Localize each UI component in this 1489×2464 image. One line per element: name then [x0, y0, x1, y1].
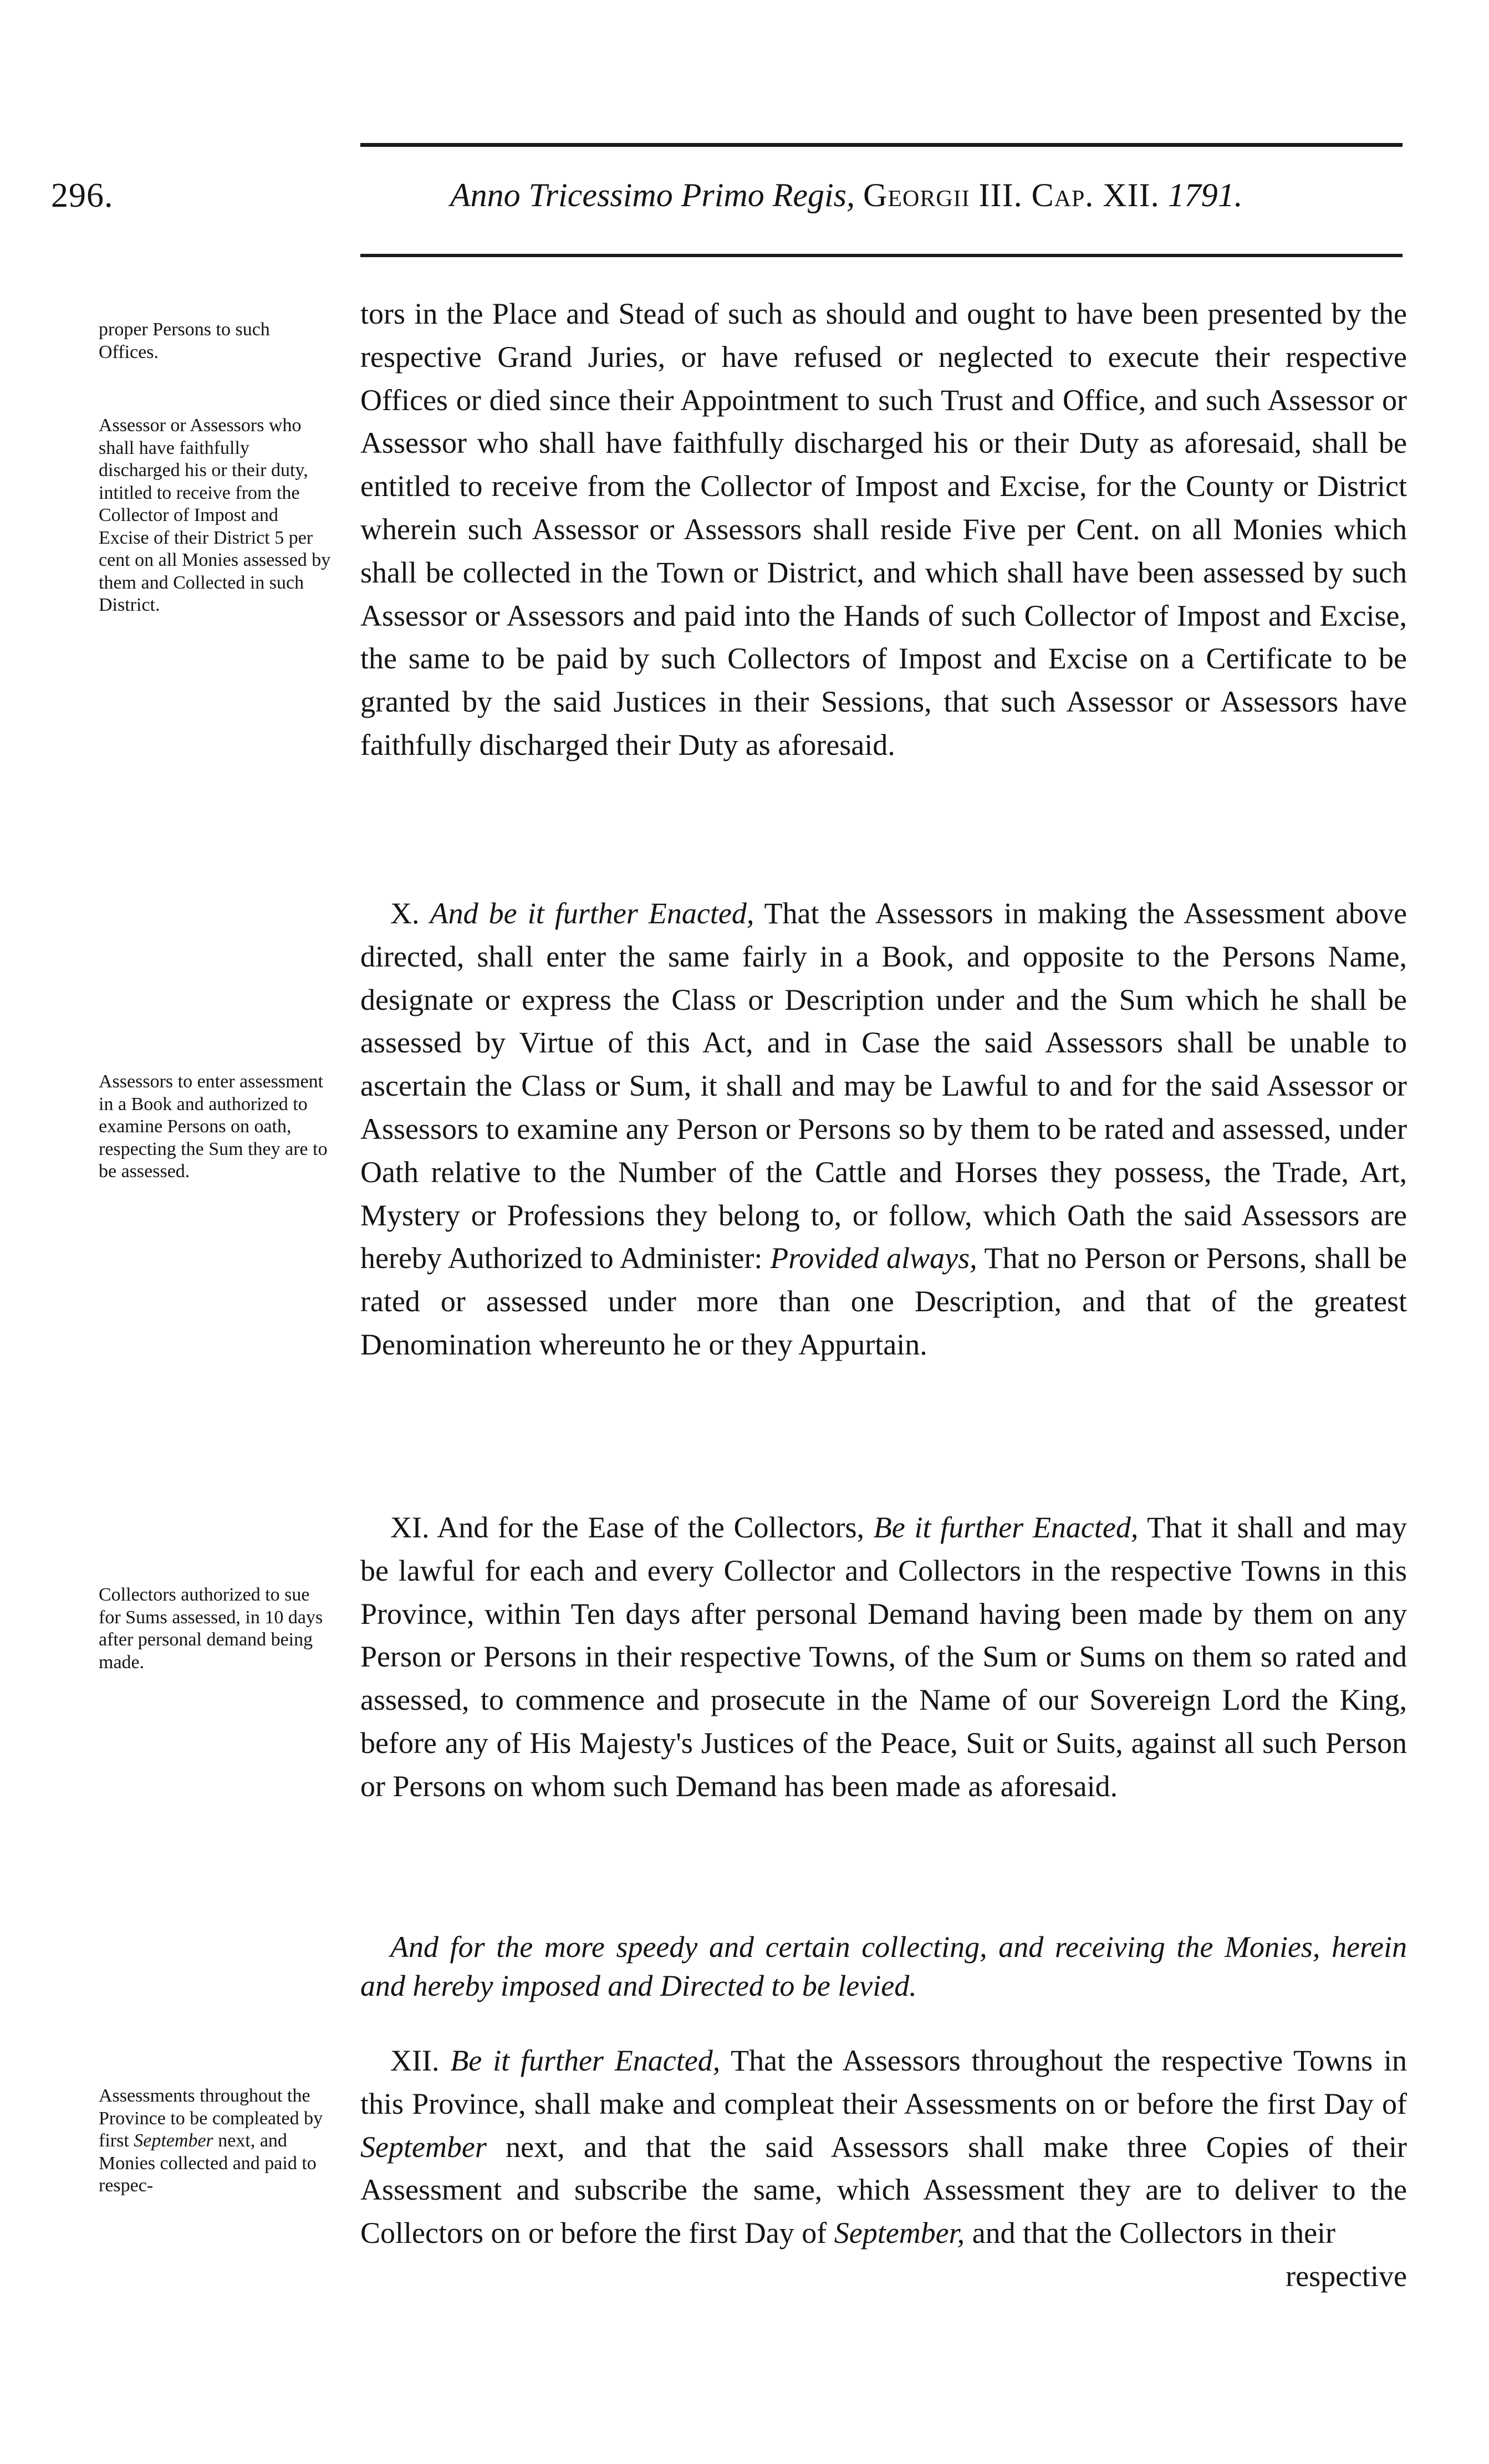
- running-title: [450, 176, 1243, 214]
- marginal-note: Assessor or Assessors who shall have faithfully discharged his or their duty, intitled to receive from the Collector of Impost and Excise of their District 5 per cent on all Monies assessed by them and Collected in such District.: [99, 415, 331, 615]
- running-title-king: Georgii III. Cap. XII.: [863, 177, 1160, 213]
- section-heading-italic: [360, 1928, 1407, 2005]
- section-x-text: [360, 892, 1407, 1367]
- running-title-italic: Anno Tricessimo Primo Regis,: [450, 177, 855, 213]
- section-number: X.: [390, 897, 420, 930]
- section-x: [360, 892, 1407, 1367]
- running-header: [0, 176, 1489, 226]
- section-body-continued: That no Person or Persons, shall be rated or assessed under more than one Description, and that of the greatest Denomination whereunto he or they Appurtain.: [360, 1241, 1408, 1361]
- marginal-note: Assessors to enter assessment in a Book and authorized to examine Persons on oath, respecting the Sum they are to be assessed.: [99, 1071, 328, 1182]
- section-body-middle: next, and that the said Assessors shall make three Copies of their Assessment and subscribe the same, which Assessment they are to deliver to the Collectors on or before the first Day of: [360, 2130, 1408, 2250]
- section-xii: [360, 2039, 1407, 2298]
- enacting-clause: Be it further Enacted,: [450, 2044, 721, 2077]
- marginal-note: Assessments throughout the Province to be compleated by first September next, and Monies collected and paid to respec-: [99, 2085, 323, 2196]
- paragraph-continuation: [360, 293, 1407, 767]
- proviso-clause: Provided always,: [770, 1241, 977, 1275]
- month-name: September,: [834, 2216, 965, 2250]
- section-number: XII.: [390, 2044, 440, 2077]
- paragraph-text: tors in the Place and Stead of such as should and ought to have been presented by the respective Grand Juries, or have refused or neglected to execute their respective Offices or died since their Appointment to such Trust and Office, and such Assessor or Assessor who shall have faithfully discharged his or their Duty as aforesaid, shall be entitled to receive from the Collector of Impost and Excise, for the County or District wherein such Assessor or Assessors shall reside Five per Cent. on all Monies which shall be collected in the Town or District, and which shall have been assessed by such Assessor or Assessors and paid into the Hands of such Collector of Impost and Excise, the same to be paid by such Collectors of Impost and Excise on a Certificate to be granted by the said Justices in their Sessions, that such Assessor or Assessors have faithfully discharged their Duty as aforesaid.: [360, 297, 1407, 761]
- section-body: That it shall and may be lawful for each and every Collector and Collectors in the respective Towns in this Province, within Ten days after personal Demand having been made by them on any Person or Persons in their respective Towns, of the Sum or Sums on them so rated and assessed, to commence and prosecute in the Name of our Sovereign Lord the King, before any of His Majesty's Justices of the Peace, Suit or Suits, against all such Person or Persons on whom such Demand has been made as aforesaid.: [360, 1511, 1408, 1803]
- section-body: That the Assessors in making the Assessment above directed, shall enter the same fairly in a Book, and opposite to the Persons Name, designate or express the Class or Description under and the Sum which he shall be assessed by Virtue of this Act, and in Case the said Assessors shall be unable to ascertain the Class or Sum, it shall and may be Lawful to and for the said Assessor or Assessors to examine any Person or Persons so by them to be rated and assessed, under Oath relative to the Number of the Cattle and Horses they possess, the Trade, Art, Mystery or Professions they belong to, or follow, which Oath the said Assessors are hereby Authorized to Administer:: [360, 897, 1408, 1275]
- month-name: September: [360, 2130, 487, 2164]
- marginal-note: proper Persons to such Offices.: [99, 319, 270, 362]
- section-body-end: and that the Collectors in their: [972, 2216, 1336, 2250]
- page-number: 296.: [51, 177, 114, 214]
- enacting-clause: Be it further Enacted,: [873, 1511, 1139, 1544]
- section-xi-text: [360, 1506, 1407, 1808]
- enacting-clause: And be it further Enacted,: [430, 897, 754, 930]
- section-lead: And for the Ease of the Collectors,: [437, 1511, 864, 1544]
- header-top-rule: [360, 143, 1403, 147]
- section-number: XI.: [390, 1511, 430, 1544]
- section-xi: [360, 1506, 1407, 1808]
- section-body: That the Assessors throughout the respective Towns in this Province, shall make and compleat their Assessments on or before the first Day of: [360, 2044, 1408, 2120]
- section-xii-text: [360, 2039, 1407, 2255]
- header-bottom-rule: [360, 254, 1403, 257]
- running-title-year: 1791.: [1167, 177, 1243, 213]
- catchword: respective: [1286, 2259, 1407, 2293]
- italic-heading-text: And for the more speedy and certain collecting, and receiving the Monies, herein and hereby imposed and Directed to be levied.: [360, 1930, 1407, 2002]
- marginal-note: Collectors authorized to sue for Sums assessed, in 10 days after personal demand being made.: [99, 1584, 323, 1673]
